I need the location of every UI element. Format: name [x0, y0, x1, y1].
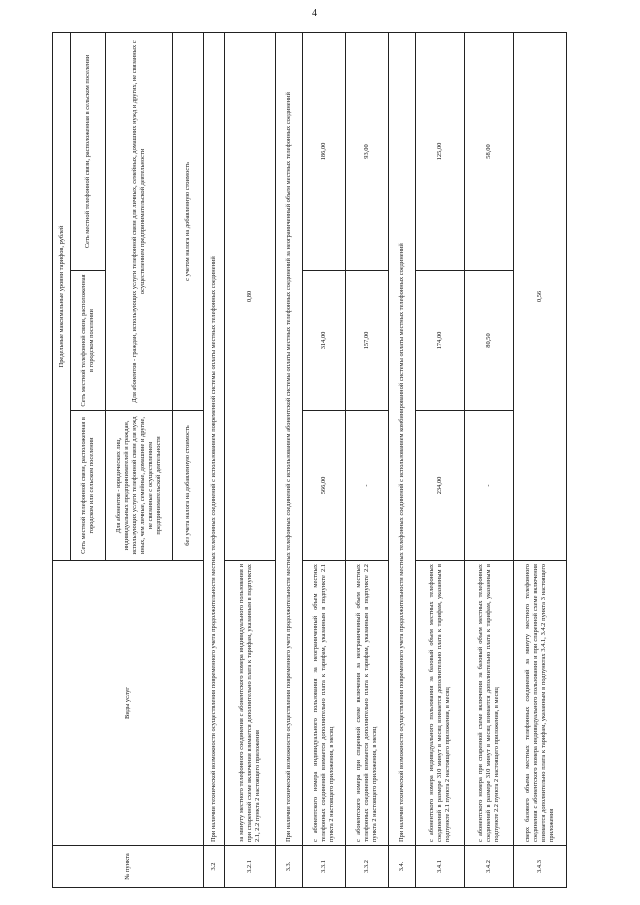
- tariff-table-rotated: [52, 33, 592, 888]
- header-net-any: Сеть местной телефонной связи, расположенная в городском или сельском поселении: [71, 411, 106, 561]
- row-num: 3.4.: [389, 846, 416, 888]
- tariff-value-rural: 125,00: [416, 32, 465, 270]
- tariff-value-urban: 80,50: [465, 271, 514, 411]
- section-heading: При наличии технической возможности осуществления повременного учета продолжительности местных телефонных соединений с использованием абонентской системы оплаты местных телефонных соединений за неограниченный объем местных телефонных соединений: [276, 32, 303, 845]
- tariff-value: 0,80: [225, 32, 276, 560]
- row-num: 3.3.2: [346, 846, 389, 888]
- tariff-value-urban: 314,00: [303, 271, 346, 411]
- service-description: за минуту местного телефонного соединения с абонентского номера индивидуального пользования и при спаренной схеме включения взимается дополнительно плата к тарифам, указанным в подпунктах 2.1, 2.2 пункта 2 настоящего приложения: [225, 561, 276, 846]
- row-num: 3.2: [204, 846, 225, 888]
- header-num: № пункта: [53, 846, 204, 888]
- tariff-value-legal: 234,00: [416, 411, 465, 561]
- header-withvat: с учетом налога на добавленную стоимость: [173, 32, 204, 410]
- tariff-value-rural: 93,00: [346, 32, 389, 270]
- tariff-value-rural: 186,00: [303, 32, 346, 270]
- service-description: с абонентского номера индивидуального пользования за неограниченный объем местных телефонных соединений взимается дополнительно плата к тарифам, указанным в подпункте 2.1 пункта 2 настоящего приложения, в месяц: [303, 561, 346, 846]
- row-num: 3.3.: [276, 846, 303, 888]
- header-novat: без учета налога на добавленную стоимость: [173, 411, 204, 561]
- tariff-value-legal: -: [346, 411, 389, 561]
- section-heading: При наличии технической возможности осуществления повременного учета продолжительности местных телефонных соединений с использованием повременной системы оплаты местных телефонных соединений: [204, 32, 225, 845]
- service-description: с абонентского номера индивидуального пользования за базовый объем местных телефонных соединений в размере 310 минут в месяц взимается дополнительно плата к тарифам, указанным в подпункте 2.1 пункта 2 настоящего приложения, в месяц: [416, 561, 465, 846]
- tariff-value-rural: 58,00: [465, 32, 514, 270]
- page-number: 4: [312, 8, 317, 19]
- header-net-rural: Сеть местной телефонной связи, расположенная в сельском поселении: [71, 32, 106, 270]
- header-legal: Для абонентов - юридических лиц, индивидуальных предпринимателей и граждан, использующих услуги телефонной связи для нужд иных, чем личные, семейные, домашние и другие, не связанные с осуществлением предпринимательской деятельности: [106, 411, 173, 561]
- tariff-value-legal: -: [465, 411, 514, 561]
- service-description: с абонентского номера при спаренной схеме включения за базовый объем местных телефонных соединений в размере 310 минут в месяц взимается дополнительно плата к тарифам, указанным в подпункте 2.2 пункта 2 настоящего приложения, в месяц: [465, 561, 514, 846]
- header-tariffs: Предельные максимальные уровни тарифов, рублей: [53, 32, 71, 560]
- row-num: 3.4.3: [514, 846, 567, 888]
- row-num: 3.3.1: [303, 846, 346, 888]
- header-net-urban: Сеть местной телефонной связи, расположенная в городском поселении: [71, 271, 106, 411]
- service-description: сверх базового объема местных телефонных соединений за минуту местного телефонного соединения с абонентского номера индивидуального пользования и при спаренной схеме включения взимается дополнительно плата к тарифам, указанным в подпунктах 3.4.1, 3.4.2 пункта 3 настоящего приложения: [514, 561, 567, 846]
- row-num: 3.4.2: [465, 846, 514, 888]
- tariff-table: [52, 32, 567, 888]
- header-citizens: Для абонентов - граждан, использующих услуги телефонной связи для личных, семейных, домашних нужд и других, не связанных с осуществлением предпринимательской деятельности: [106, 32, 173, 410]
- section-heading: При наличии технической возможности осуществления повременного учета продолжительности местных телефонных соединений с использованием комбинированной системы оплаты местных телефонных соединений: [389, 32, 416, 845]
- tariff-value-urban: 157,00: [346, 271, 389, 411]
- service-description: с абонентского номера при спаренной схеме включения за неограниченный объем местных телефонных соединений взимается дополнительно плата к тарифам, указанным в подпункте 2.2 пункта 2 настоящего приложения, в месяц: [346, 561, 389, 846]
- tariff-value-legal: 566,00: [303, 411, 346, 561]
- row-num: 3.2.1: [225, 846, 276, 888]
- header-service: Виды услуг: [53, 561, 204, 846]
- row-num: 3.4.1: [416, 846, 465, 888]
- tariff-value: 0,56: [514, 32, 567, 560]
- tariff-value-urban: 174,00: [416, 271, 465, 411]
